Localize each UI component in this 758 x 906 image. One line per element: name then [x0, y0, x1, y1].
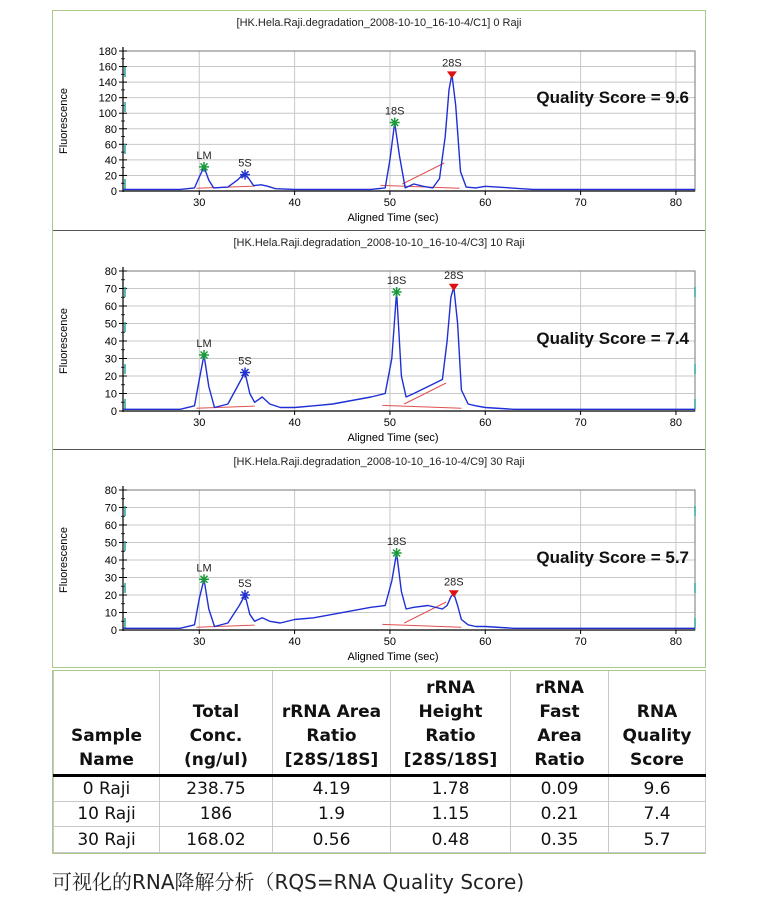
x-tick-label: 60 — [479, 417, 492, 429]
x-tick-label: 80 — [669, 417, 683, 429]
peak-marker — [199, 162, 209, 172]
peak-label: LM — [196, 149, 212, 162]
y-axis-label: Fluorescence — [58, 526, 70, 594]
y-tick-label: 10 — [104, 388, 117, 401]
cell-sample-name: 0 Raji — [54, 775, 160, 802]
peak-label: 28S — [442, 57, 462, 70]
y-tick-label: 40 — [104, 336, 117, 348]
cell-total-conc: 186 — [160, 802, 273, 827]
y-tick-label: 140 — [98, 77, 117, 90]
y-tick-label: 30 — [104, 572, 117, 585]
x-tick-label: 70 — [574, 636, 587, 648]
y-tick-label: 10 — [104, 607, 117, 620]
y-tick-label: 160 — [98, 61, 117, 74]
table-row — [54, 802, 706, 827]
peak-marker — [392, 287, 402, 297]
cell-quality-score: 5.7 — [609, 827, 706, 853]
peak-marker — [240, 368, 250, 378]
x-tick-label: 50 — [383, 636, 397, 648]
x-tick-label: 40 — [288, 636, 301, 648]
y-tick-label: 70 — [104, 283, 117, 296]
cell-quality-score: 7.4 — [609, 802, 706, 827]
cell-fast-area-ratio: 0.21 — [511, 802, 609, 827]
cell-sample-name: 30 Raji — [54, 827, 160, 853]
peak-marker — [199, 350, 209, 360]
y-tick-label: 180 — [98, 46, 117, 58]
peak-marker — [240, 170, 250, 180]
y-tick-label: 40 — [104, 555, 117, 567]
peak-marker — [240, 590, 250, 600]
header-sample-name: Sample Name — [54, 671, 160, 775]
y-axis-label: Fluorescence — [58, 87, 70, 155]
x-tick-label: 70 — [574, 417, 587, 429]
electropherogram-panel-30-raji — [53, 449, 705, 668]
y-tick-label: 20 — [104, 590, 117, 602]
cell-total-conc: 238.75 — [160, 775, 273, 802]
x-tick-label: 80 — [669, 197, 683, 209]
y-tick-label: 0 — [110, 625, 117, 637]
y-tick-label: 70 — [104, 502, 117, 515]
results-table — [52, 670, 706, 854]
chart-title: [HK.Hela.Raji.degradation_2008-10-10_16-10-4/C1] 0 Raji — [236, 17, 522, 29]
x-tick-label: 40 — [288, 197, 301, 209]
y-axis-label: Fluorescence — [58, 307, 70, 375]
y-tick-label: 100 — [98, 108, 117, 121]
y-tick-label: 80 — [104, 266, 117, 278]
cell-total-conc: 168.02 — [160, 827, 273, 853]
header-rrna-height-ratio: rRNA Height Ratio [28S/18S] — [391, 671, 511, 775]
y-tick-label: 30 — [104, 353, 117, 366]
x-tick-label: 50 — [383, 197, 397, 209]
quality-score-annotation: Quality Score = 7.4 — [536, 329, 689, 348]
cell-area-ratio: 1.9 — [273, 802, 391, 827]
x-tick-label: 80 — [669, 636, 683, 648]
peak-label: LM — [196, 338, 212, 350]
y-tick-label: 50 — [104, 318, 117, 331]
table-row — [54, 775, 706, 802]
peak-label: 5S — [238, 578, 252, 590]
y-tick-label: 20 — [104, 371, 117, 383]
y-tick-label: 60 — [104, 520, 117, 532]
peak-marker — [449, 284, 459, 291]
y-tick-label: 60 — [104, 139, 117, 152]
x-tick-label: 30 — [193, 197, 206, 209]
chart-10-raji — [53, 231, 705, 449]
chart-title: [HK.Hela.Raji.degradation_2008-10-10_16-10-4/C3] 10 Raji — [233, 237, 525, 249]
peak-label: 5S — [238, 157, 252, 170]
peak-label: LM — [196, 562, 212, 575]
electropherogram-figure — [52, 10, 706, 668]
x-tick-label: 70 — [574, 197, 587, 209]
plot-frame — [123, 51, 695, 191]
header-rrna-fast-area-ratio: rRNA Fast Area Ratio — [511, 671, 609, 775]
peak-label: 18S — [384, 105, 405, 118]
y-tick-label: 0 — [110, 406, 117, 418]
electropherogram-panel-0-raji — [53, 11, 705, 229]
peak-marker — [447, 71, 457, 78]
x-axis-label: Aligned Time (sec) — [347, 432, 439, 444]
quality-score-annotation: Quality Score = 5.7 — [536, 548, 689, 567]
cell-area-ratio: 0.56 — [273, 827, 391, 853]
peak-marker — [449, 590, 459, 597]
quality-score-annotation: Quality Score = 9.6 — [536, 88, 689, 107]
y-tick-label: 40 — [104, 154, 117, 167]
chart-0-raji — [53, 11, 705, 229]
cell-quality-score: 9.6 — [609, 775, 706, 802]
cell-fast-area-ratio: 0.35 — [511, 827, 609, 853]
header-rrna-area-ratio: rRNA Area Ratio [28S/18S] — [273, 671, 391, 775]
baseline-segment — [382, 624, 461, 627]
x-tick-label: 60 — [479, 197, 492, 209]
x-tick-label: 30 — [193, 636, 206, 648]
x-tick-label: 30 — [193, 417, 206, 429]
table-header-row — [54, 671, 706, 775]
header-total-conc: Total Conc. (ng/ul) — [160, 671, 273, 775]
peak-label: 18S — [386, 275, 407, 287]
cell-height-ratio: 1.78 — [391, 775, 511, 802]
peak-label: 5S — [238, 355, 252, 368]
x-tick-label: 50 — [383, 417, 397, 429]
cell-sample-name: 10 Raji — [54, 802, 160, 827]
peak-label: 28S — [444, 576, 464, 589]
y-tick-label: 80 — [104, 485, 117, 497]
y-tick-label: 50 — [104, 537, 117, 550]
peak-marker — [199, 574, 209, 584]
x-axis-label: Aligned Time (sec) — [347, 212, 439, 224]
y-tick-label: 60 — [104, 301, 117, 313]
peak-marker — [392, 548, 402, 558]
y-tick-label: 120 — [98, 92, 117, 105]
peak-label: 28S — [444, 269, 464, 282]
baseline-segment — [196, 625, 254, 627]
chart-title: [HK.Hela.Raji.degradation_2008-10-10_16-10-4/C9] 30 Raji — [233, 456, 525, 468]
x-tick-label: 40 — [288, 417, 301, 429]
peak-label: 18S — [386, 536, 407, 548]
header-rna-quality-score: RNA Quality Score — [609, 671, 706, 775]
x-tick-label: 60 — [479, 636, 492, 648]
electropherogram-panel-10-raji — [53, 230, 705, 449]
y-tick-label: 80 — [104, 123, 117, 136]
peak-marker — [390, 118, 400, 128]
baseline-segment — [196, 406, 254, 408]
cell-height-ratio: 0.48 — [391, 827, 511, 853]
baseline-segment — [382, 405, 461, 408]
cell-fast-area-ratio: 0.09 — [511, 775, 609, 802]
cell-height-ratio: 1.15 — [391, 802, 511, 827]
y-tick-label: 20 — [104, 170, 117, 183]
figure-caption: 可视化的RNA降解分析（RQS=RNA Quality Score) — [52, 870, 525, 894]
y-tick-label: 0 — [110, 186, 117, 198]
cell-area-ratio: 4.19 — [273, 775, 391, 802]
x-axis-label: Aligned Time (sec) — [347, 651, 439, 663]
table-row — [54, 827, 706, 853]
chart-30-raji — [53, 450, 705, 668]
